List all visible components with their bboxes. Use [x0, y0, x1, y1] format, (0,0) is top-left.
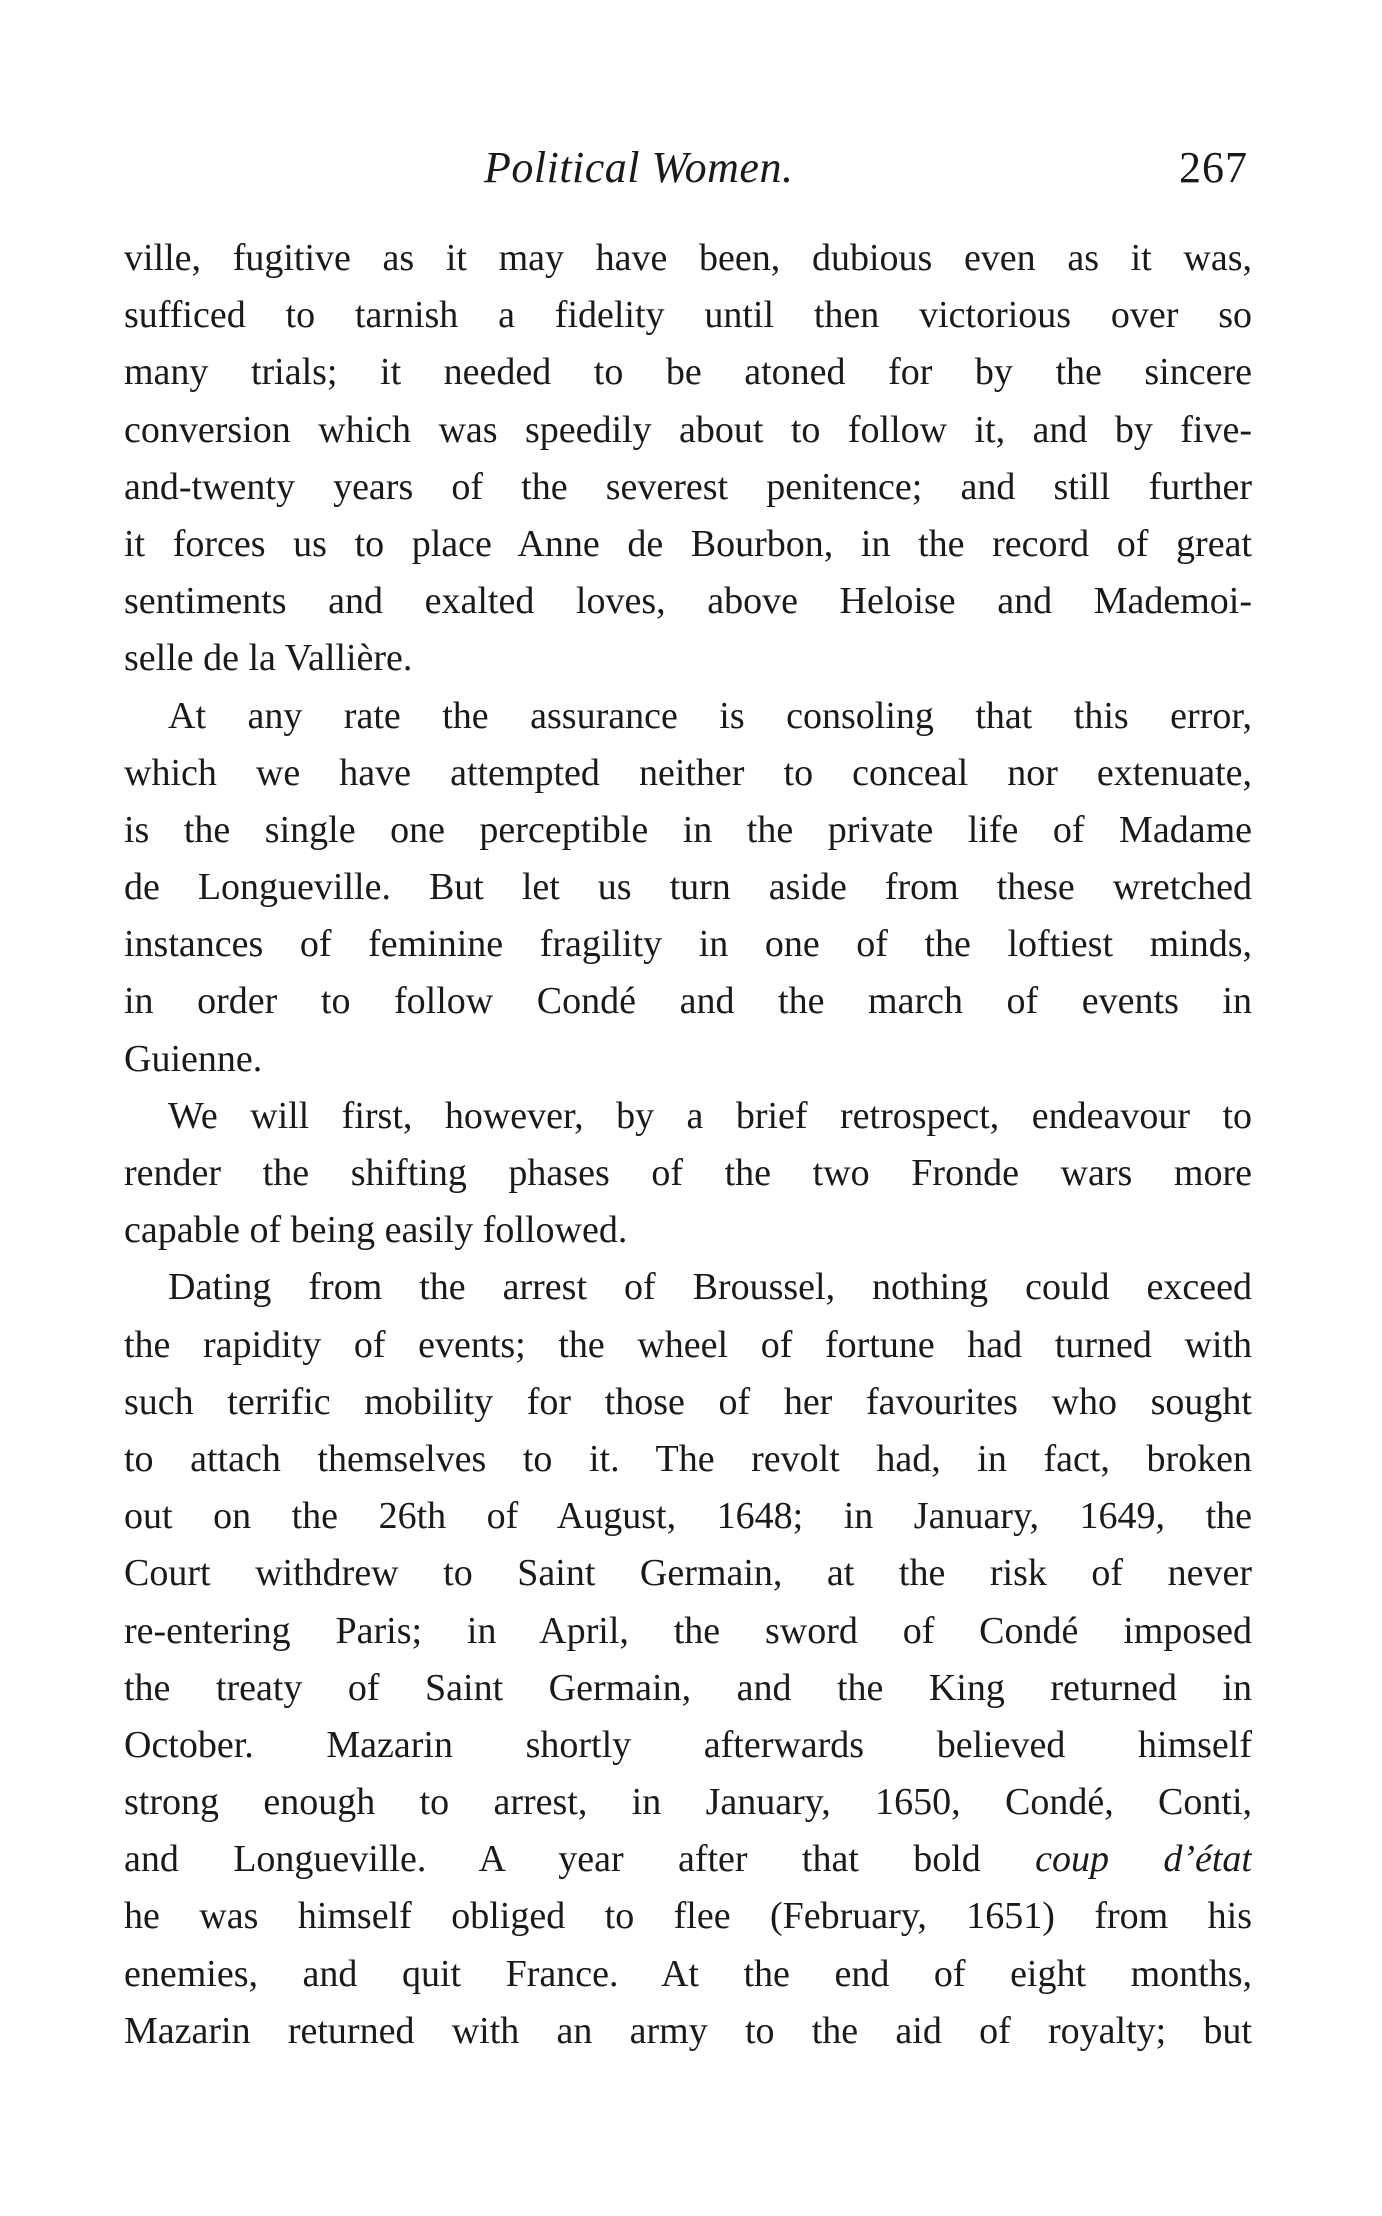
- text-line: it forces us to place Anne de Bourbon, in the record of great: [124, 522, 1252, 565]
- paragraph: [124, 1088, 1252, 1260]
- text-line: Guienne.: [124, 1037, 263, 1080]
- text-line: is the single one perceptible in the private life of Madame: [124, 808, 1252, 851]
- text-line: enemies, and quit France. At the end of eight months,: [124, 1952, 1252, 1995]
- text-line: capable of being easily followed.: [124, 1209, 628, 1252]
- text-line: the rapidity of events; the wheel of fortune had turned with: [124, 1323, 1252, 1366]
- page-number: 267: [1179, 143, 1248, 192]
- text-line: At any rate the assurance is consoling that this error,: [168, 694, 1252, 737]
- text-line: render the shifting phases of the two Fronde wars more: [124, 1152, 1252, 1194]
- italic-phrase: coup d’état: [1035, 1838, 1252, 1881]
- text-line: such terrific mobility for those of her favourites who sought: [124, 1380, 1252, 1423]
- text-line: out on the 26th of August, 1648; in January, 1649, the: [124, 1495, 1252, 1538]
- text-line: We will first, however, by a brief retrospect, endeavour to: [168, 1094, 1252, 1137]
- text-line: sentiments and exalted loves, above Heloise and Mademoi-: [124, 580, 1252, 623]
- text-line: in order to follow Condé and the march of events in: [124, 980, 1252, 1023]
- text-segment: and Longueville. A year after that bold: [124, 1838, 981, 1881]
- paragraph: [124, 1259, 1252, 2060]
- text-line: the treaty of Saint Germain, and the King returned in: [124, 1666, 1252, 1709]
- book-page: [124, 136, 1252, 2060]
- running-title: Political Women.: [484, 143, 794, 192]
- text-line: re-entering Paris; in April, the sword of Condé imposed: [124, 1609, 1252, 1652]
- text-line-with-italic: [124, 1831, 1252, 1888]
- text-line: and-twenty years of the severest penitence; and still further: [124, 465, 1252, 508]
- text-line: to attach themselves to it. The revolt had, in fact, broken: [124, 1437, 1252, 1480]
- text-line: sufficed to tarnish a fidelity until then victorious over so: [124, 294, 1252, 337]
- text-line: conversion which was speedily about to follow it, and by five-: [124, 408, 1252, 451]
- paragraph: [124, 230, 1252, 688]
- text-line: October. Mazarin shortly afterwards believed himself: [124, 1723, 1252, 1766]
- text-line: selle de la Vallière.: [124, 637, 413, 680]
- text-line: strong enough to arrest, in January, 1650, Condé, Conti,: [124, 1781, 1252, 1824]
- text-line: he was himself obliged to flee (February, 1651) from his: [124, 1895, 1252, 1938]
- text-line: de Longueville. But let us turn aside from these wretched: [124, 866, 1252, 909]
- text-line: Mazarin returned with an army to the aid of royalty; but: [124, 2009, 1252, 2052]
- text-line: instances of feminine fragility in one of the loftiest minds,: [124, 923, 1252, 966]
- running-head: [124, 136, 1252, 206]
- text-line: many trials; it needed to be atoned for by the sincere: [124, 351, 1252, 394]
- paragraph: [124, 688, 1252, 1088]
- body-text: [124, 230, 1252, 2060]
- text-line: ville, fugitive as it may have been, dubious even as it was,: [124, 237, 1252, 279]
- text-line: Dating from the arrest of Broussel, nothing could exceed: [168, 1266, 1252, 1309]
- text-line: Court withdrew to Saint Germain, at the risk of never: [124, 1552, 1252, 1595]
- text-line: which we have attempted neither to conceal nor extenuate,: [124, 751, 1252, 794]
